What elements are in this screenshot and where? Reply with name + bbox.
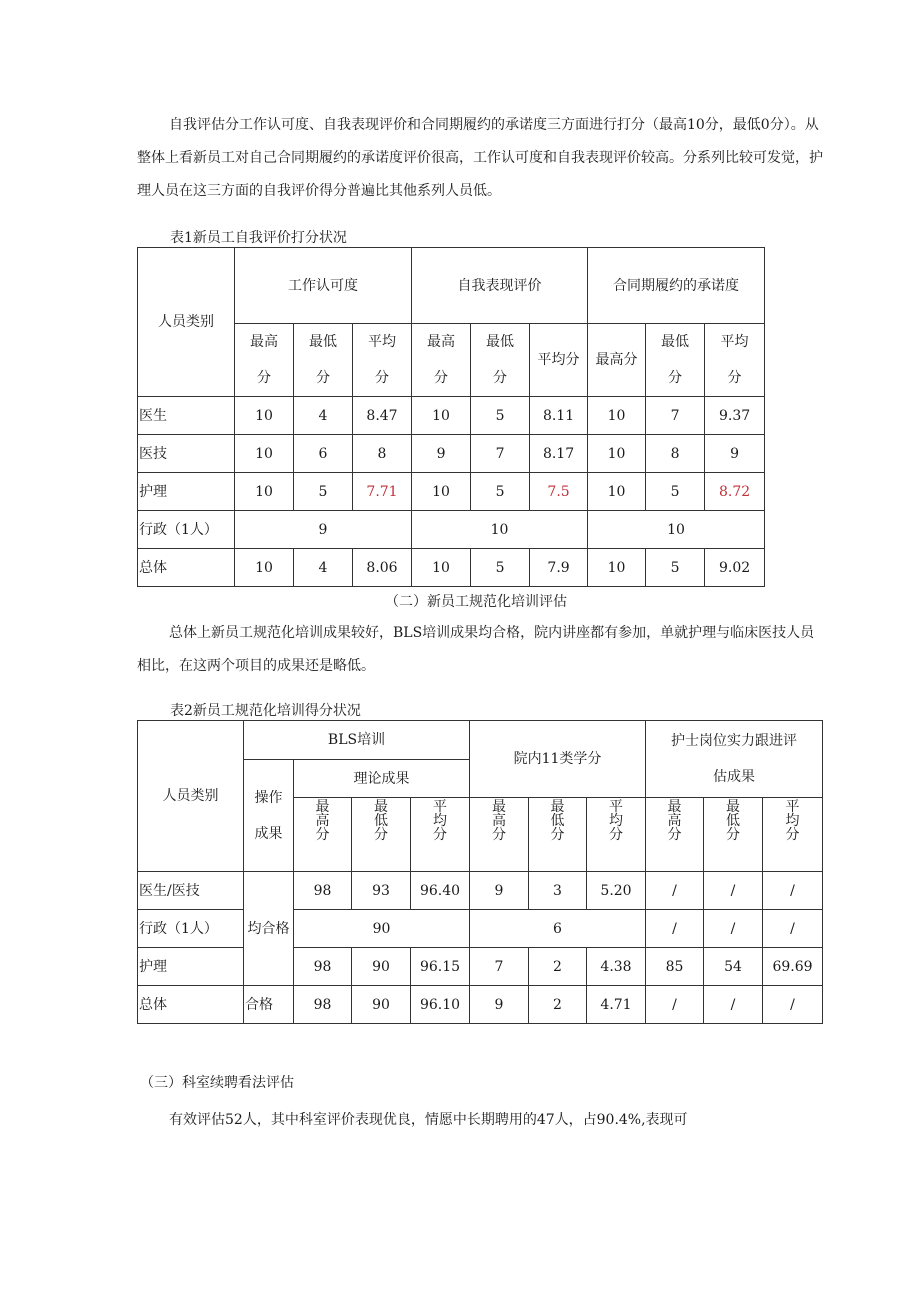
row-label: 医生 <box>138 397 235 435</box>
highlight-cell: 7.71 <box>353 473 412 511</box>
cell: 5.20 <box>587 872 646 910</box>
cell: 98 <box>294 948 352 986</box>
pass-cell: 合格 <box>244 986 294 1024</box>
table1-row-header: 人员类别 <box>138 248 235 397</box>
cell: 9 <box>470 986 529 1024</box>
cell: 96.10 <box>411 986 470 1024</box>
table1-subheader: 最高分 <box>588 324 646 397</box>
cell: / <box>646 986 704 1024</box>
cell: 9 <box>470 872 529 910</box>
cell: / <box>704 986 763 1024</box>
cell: 5 <box>646 473 705 511</box>
cell: 9 <box>412 435 471 473</box>
table1-group-header: 自我表现评价 <box>412 248 588 324</box>
cell: 10 <box>588 435 646 473</box>
cell: 8.06 <box>353 549 412 587</box>
highlight-cell: 8.72 <box>705 473 765 511</box>
cell: / <box>704 910 763 948</box>
row-label: 护理 <box>138 948 244 986</box>
table-row <box>138 910 823 948</box>
theory-header: 理论成果 <box>294 760 470 798</box>
row-label: 总体 <box>138 549 235 587</box>
table1-subheader: 最低 分 <box>471 324 530 397</box>
cell: / <box>704 872 763 910</box>
cell: 5 <box>471 397 530 435</box>
cell: 10 <box>412 397 471 435</box>
cell: 7 <box>646 397 705 435</box>
row-label: 总体 <box>138 986 244 1024</box>
cell: 8.11 <box>530 397 588 435</box>
cell: 4.38 <box>587 948 646 986</box>
cell: / <box>763 910 823 948</box>
cell: 6 <box>470 910 646 948</box>
cell: 10 <box>588 549 646 587</box>
table-row <box>138 473 765 511</box>
lecture-header: 院内11类学分 <box>470 721 646 798</box>
table1-subheader: 平均分 <box>530 324 588 397</box>
cell: 90 <box>352 948 411 986</box>
vertical-subheader: 最 高 分 <box>470 798 529 872</box>
cell: 54 <box>704 948 763 986</box>
row-label: 医生/医技 <box>138 872 244 910</box>
section-3-title: （三）科室续聘看法评估 <box>140 1075 294 1091</box>
cell: 7 <box>471 435 530 473</box>
row-label: 护理 <box>138 473 235 511</box>
cell: 10 <box>235 473 294 511</box>
table1-caption: 表1新员工自我评价打分状况 <box>170 230 347 246</box>
cell: 5 <box>646 549 705 587</box>
cell: 10 <box>588 397 646 435</box>
table1-group-header: 工作认可度 <box>235 248 412 324</box>
section-2-title: （二）新员工规范化培训评估 <box>385 594 567 610</box>
self-evaluation-table <box>137 247 765 587</box>
cell: 96.40 <box>411 872 470 910</box>
cell: 96.15 <box>411 948 470 986</box>
cell: 6 <box>294 435 353 473</box>
cell: 2 <box>529 986 587 1024</box>
cell: 10 <box>412 511 588 549</box>
nurse-eval-header: 护士岗位实力跟进评 估成果 <box>646 721 823 798</box>
table1-subheader: 平均 分 <box>705 324 765 397</box>
vertical-subheader: 平 均 分 <box>763 798 823 872</box>
cell: 7 <box>470 948 529 986</box>
cell: 5 <box>471 549 530 587</box>
cell: 8.17 <box>530 435 588 473</box>
pass-all-cell: 均合格 <box>244 872 294 986</box>
renewal-paragraph: 有效评估52人，其中科室评价表现优良，情愿中长期聘用的47人，占90.4%,表现可 <box>169 1112 688 1128</box>
table-row <box>138 511 765 549</box>
table2-caption: 表2新员工规范化培训得分状况 <box>170 703 361 719</box>
cell: 5 <box>294 473 353 511</box>
vertical-subheader: 最 高 分 <box>646 798 704 872</box>
cell: 98 <box>294 872 352 910</box>
cell: 93 <box>352 872 411 910</box>
table1-subheader: 最高 分 <box>412 324 471 397</box>
cell: 8 <box>353 435 412 473</box>
cell: 10 <box>235 549 294 587</box>
training-paragraph: 总体上新员工规范化培训成果较好，BLS培训成果均合格，院内讲座都有参加，单就护理与临床医技人员相比，在这两个项目的成果还是略低。 <box>137 625 815 674</box>
cell: 4 <box>294 397 353 435</box>
table-row <box>138 549 765 587</box>
cell: 9 <box>705 435 765 473</box>
cell: 69.69 <box>763 948 823 986</box>
table-row <box>138 397 765 435</box>
row-label: 医技 <box>138 435 235 473</box>
cell: 10 <box>235 435 294 473</box>
table2-row-header: 人员类别 <box>138 721 244 872</box>
cell: 4.71 <box>587 986 646 1024</box>
table1-group-header: 合同期履约的承诺度 <box>588 248 765 324</box>
cell: 3 <box>529 872 587 910</box>
table1-subheader: 最低 分 <box>294 324 353 397</box>
cell: 10 <box>588 511 765 549</box>
vertical-subheader: 平 均 分 <box>587 798 646 872</box>
table-row <box>138 435 765 473</box>
cell: 90 <box>352 986 411 1024</box>
table-row <box>138 872 823 910</box>
cell: 10 <box>412 549 471 587</box>
cell: 9 <box>235 511 412 549</box>
row-label: 行政（1人） <box>138 511 235 549</box>
cell: 98 <box>294 986 352 1024</box>
cell: 7.9 <box>530 549 588 587</box>
table1-subheader: 平均 分 <box>353 324 412 397</box>
table-row <box>138 948 823 986</box>
cell: 10 <box>235 397 294 435</box>
bls-header: BLS培训 <box>244 721 470 760</box>
vertical-subheader: 最 低 分 <box>352 798 411 872</box>
cell: 5 <box>471 473 530 511</box>
vertical-subheader: 平 均 分 <box>411 798 470 872</box>
intro-paragraph: 自我评估分工作认可度、自我表现评价和合同期履约的承诺度三方面进行打分（最高10分，最低0分）。从整体上看新员工对自己合同期履约的承诺度评价很高，工作认可度和自我表现评价较高。分系列比较可发觉，护理人员在这三方面的自我评价得分普遍比其他系列人员低。 <box>137 117 823 199</box>
training-score-table <box>137 720 823 1024</box>
cell: / <box>763 986 823 1024</box>
cell: 10 <box>588 473 646 511</box>
table1-subheader: 最低 分 <box>646 324 705 397</box>
vertical-subheader: 最 低 分 <box>529 798 587 872</box>
cell: 90 <box>294 910 470 948</box>
row-label: 行政（1人） <box>138 910 244 948</box>
highlight-cell: 7.5 <box>530 473 588 511</box>
cell: 8 <box>646 435 705 473</box>
operation-header: 操作 成果 <box>244 760 294 872</box>
cell: / <box>646 910 704 948</box>
cell: 2 <box>529 948 587 986</box>
vertical-subheader: 最 高 分 <box>294 798 352 872</box>
table1-subheader: 最高 分 <box>235 324 294 397</box>
table-row <box>138 986 823 1024</box>
cell: 9.02 <box>705 549 765 587</box>
cell: 4 <box>294 549 353 587</box>
cell: 10 <box>412 473 471 511</box>
vertical-subheader: 最 低 分 <box>704 798 763 872</box>
cell: 9.37 <box>705 397 765 435</box>
cell: 85 <box>646 948 704 986</box>
cell: 8.47 <box>353 397 412 435</box>
cell: / <box>763 872 823 910</box>
cell: / <box>646 872 704 910</box>
